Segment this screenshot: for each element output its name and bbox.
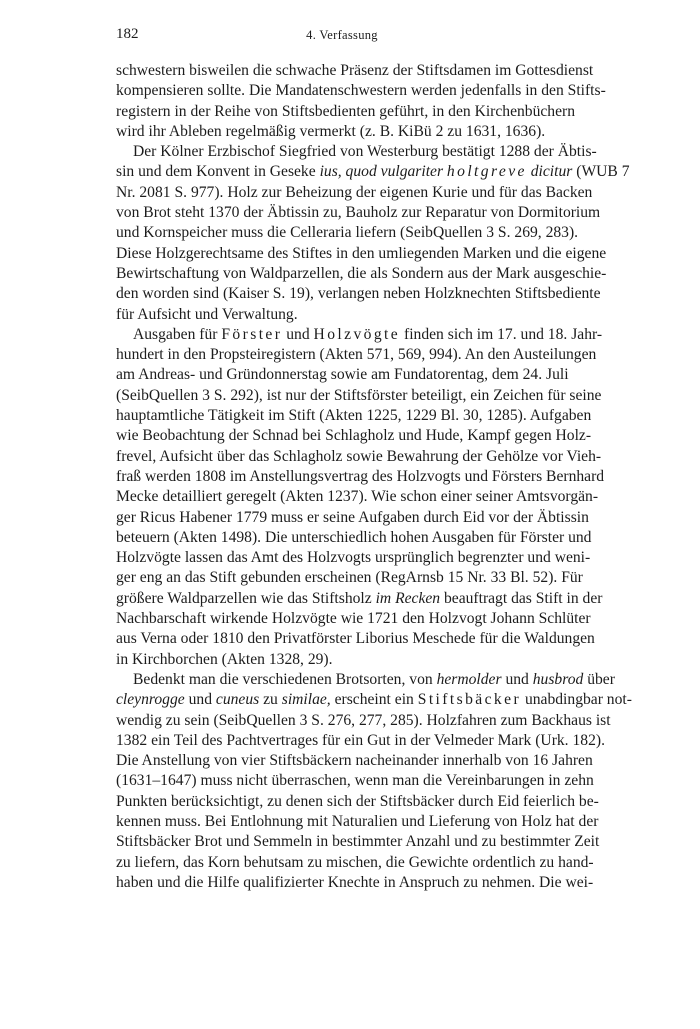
- text-line: größere Waldparzellen wie das Stiftsholz im Recken beauftragt das Stift in der: [116, 589, 603, 607]
- paragraph-3: [116, 325, 605, 670]
- text-line: sin und dem Konvent in Geseke ius, quod vulgariter holtgreve dicitur (WUB 7: [116, 163, 630, 181]
- text-line: beteuern (Akten 1498). Die unterschiedlich hohen Ausgaben für Förster und: [116, 528, 592, 546]
- text-line: Der Kölner Erzbischof Siegfried von Westerburg bestätigt 1288 der Äbtis-: [133, 143, 597, 161]
- paragraph-1: [116, 61, 606, 142]
- page-number: 182: [116, 26, 139, 42]
- text-line: wird ihr Ableben regelmäßig vermerkt (z. B. KiBü 2 zu 1631, 1636).: [116, 122, 546, 140]
- text-line: Mecke detailliert geregelt (Akten 1237). Wie schon einer seiner Amtsvorgän-: [116, 488, 599, 506]
- text-line: Die Anstellung von vier Stiftsbäckern nacheinander innerhalb von 16 Jahren: [116, 752, 593, 770]
- paragraph-4: [116, 670, 632, 893]
- bread-term: cuneus: [215, 691, 260, 709]
- text-line: von Brot steht 1370 der Äbtissin zu, Bauholz zur Reparatur von Dormitorium: [116, 204, 601, 222]
- text-line: (SeibQuellen 3 S. 292), ist nur der Stiftsförster beteiligt, ein Zeichen für seine: [116, 386, 602, 404]
- text-line: hundert in den Propsteiregistern (Akten 571, 569, 994). An den Austeilungen: [116, 346, 597, 364]
- text-line: 1382 ein Teil des Pachtvertrages für ein Gut in der Velmeder Mark (Urk. 182).: [116, 731, 605, 749]
- text-line: und Kornspeicher muss die Celleraria liefern (SeibQuellen 3 S. 269, 283).: [116, 224, 579, 242]
- text-line: wendig zu sein (SeibQuellen 3 S. 276, 277, 285). Holzfahren zum Backhaus ist: [116, 711, 611, 729]
- bread-term: similae,: [281, 691, 331, 709]
- latin-term: holtgreve: [446, 163, 527, 181]
- spaced-term: Stiftsbäcker: [417, 691, 522, 709]
- latin-quote: ius, quod vulgariter: [319, 163, 444, 181]
- text-line: cleynrogge und cuneus zu similae, erscheint ein Stiftsbäcker unabdingbar not-: [116, 691, 632, 709]
- text-line: Diese Holzgerechtsame des Stiftes in den umliegenden Marken und die eigene: [116, 244, 607, 262]
- text-line: (1631–1647) muss nicht überraschen, wenn man die Vereinbarungen in zehn: [116, 772, 594, 790]
- text-line: frevel, Aufsicht über das Schlagholz sowie Bewahrung der Gehölze vor Vieh-: [116, 447, 602, 465]
- text-line: am Andreas- und Gründonnerstag sowie am Fundatorentag, dem 24. Juli: [116, 366, 569, 384]
- text-line: in Kirchborchen (Akten 1328, 29).: [116, 650, 333, 668]
- spaced-term: Holzvögte: [313, 325, 401, 343]
- text-line: kompensieren sollte. Die Mandatenschwestern werden jedenfalls in den Stifts-: [116, 82, 606, 100]
- bread-term: cleynrogge: [116, 691, 185, 709]
- text-line: für Aufsicht und Verwaltung.: [116, 305, 298, 323]
- place-name: im Recken: [375, 589, 441, 607]
- text-line: Ausgaben für Förster und Holzvögte finden sich im 17. und 18. Jahr-: [133, 325, 603, 343]
- text-line: Punkten berücksichtigt, zu denen sich der Stiftsbäcker durch Eid feierlich be-: [116, 792, 599, 810]
- text-line: Nachbarschaft wirkende Holzvögte wie 1721 den Holzvogt Johann Schlüter: [116, 610, 591, 628]
- bread-term: husbrod: [532, 670, 584, 688]
- text-line: ger Ricus Habener 1779 muss er seine Aufgaben durch Eid vor der Äbtissin: [116, 508, 589, 526]
- page-header: [116, 26, 568, 48]
- text-line: den worden sind (Kaiser S. 19), verlangen neben Holzknechten Stiftsbediente: [116, 285, 601, 303]
- text-line: ger eng an das Stift gebunden erscheinen (RegArnsb 15 Nr. 33 Bl. 52). Für: [116, 569, 583, 587]
- text-line: aus Verna oder 1810 den Privatförster Liborius Meschede für die Waldungen: [116, 630, 595, 648]
- text-line: Stiftsbäcker Brot und Semmeln in bestimmter Anzahl und zu bestimmter Zeit: [116, 833, 600, 851]
- running-head: 4. Verfassung: [306, 28, 378, 42]
- text-line: hauptamtliche Tätigkeit im Stift (Akten 1225, 1229 Bl. 30, 1285). Aufgaben: [116, 407, 592, 425]
- body-text: [116, 61, 632, 893]
- text-line: kennen muss. Bei Entlohnung mit Naturalien und Lieferung von Holz hat der: [116, 812, 599, 830]
- text-line: zu liefern, das Korn behutsam zu mischen, die Gewichte ordentlich zu hand-: [116, 853, 594, 871]
- spaced-term: Förster: [221, 325, 283, 343]
- text-line: Bedenkt man die verschiedenen Brotsorten, von hermolder und husbrod über: [133, 670, 615, 688]
- text-line: schwestern bisweilen die schwache Präsenz der Stiftsdamen im Gottesdienst: [116, 62, 594, 79]
- text-line: registern in der Reihe von Stiftsbedienten geführt, in den Kirchenbüchern: [116, 102, 576, 120]
- text-line: fraß werden 1808 im Anstellungsvertrag des Holzvogts und Försters Bernhard: [116, 467, 605, 485]
- text-line: wie Beobachtung der Schnad bei Schlagholz und Hude, Kampf gegen Holz-: [116, 427, 592, 445]
- text-line: Bewirtschaftung von Waldparzellen, die als Sondern aus der Mark ausgeschie-: [116, 264, 607, 282]
- bread-term: hermolder: [436, 670, 502, 688]
- text-line: haben und die Hilfe qualifizierter Knechte in Anspruch zu nehmen. Die wei-: [116, 873, 594, 891]
- text-line: Nr. 2081 S. 977). Holz zur Beheizung der eigenen Kurie und für das Backen: [116, 183, 593, 201]
- text-line: Holzvögte lassen das Amt des Holzvogts ursprünglich begrenzter und weni-: [116, 549, 591, 567]
- paragraph-2: [116, 142, 630, 325]
